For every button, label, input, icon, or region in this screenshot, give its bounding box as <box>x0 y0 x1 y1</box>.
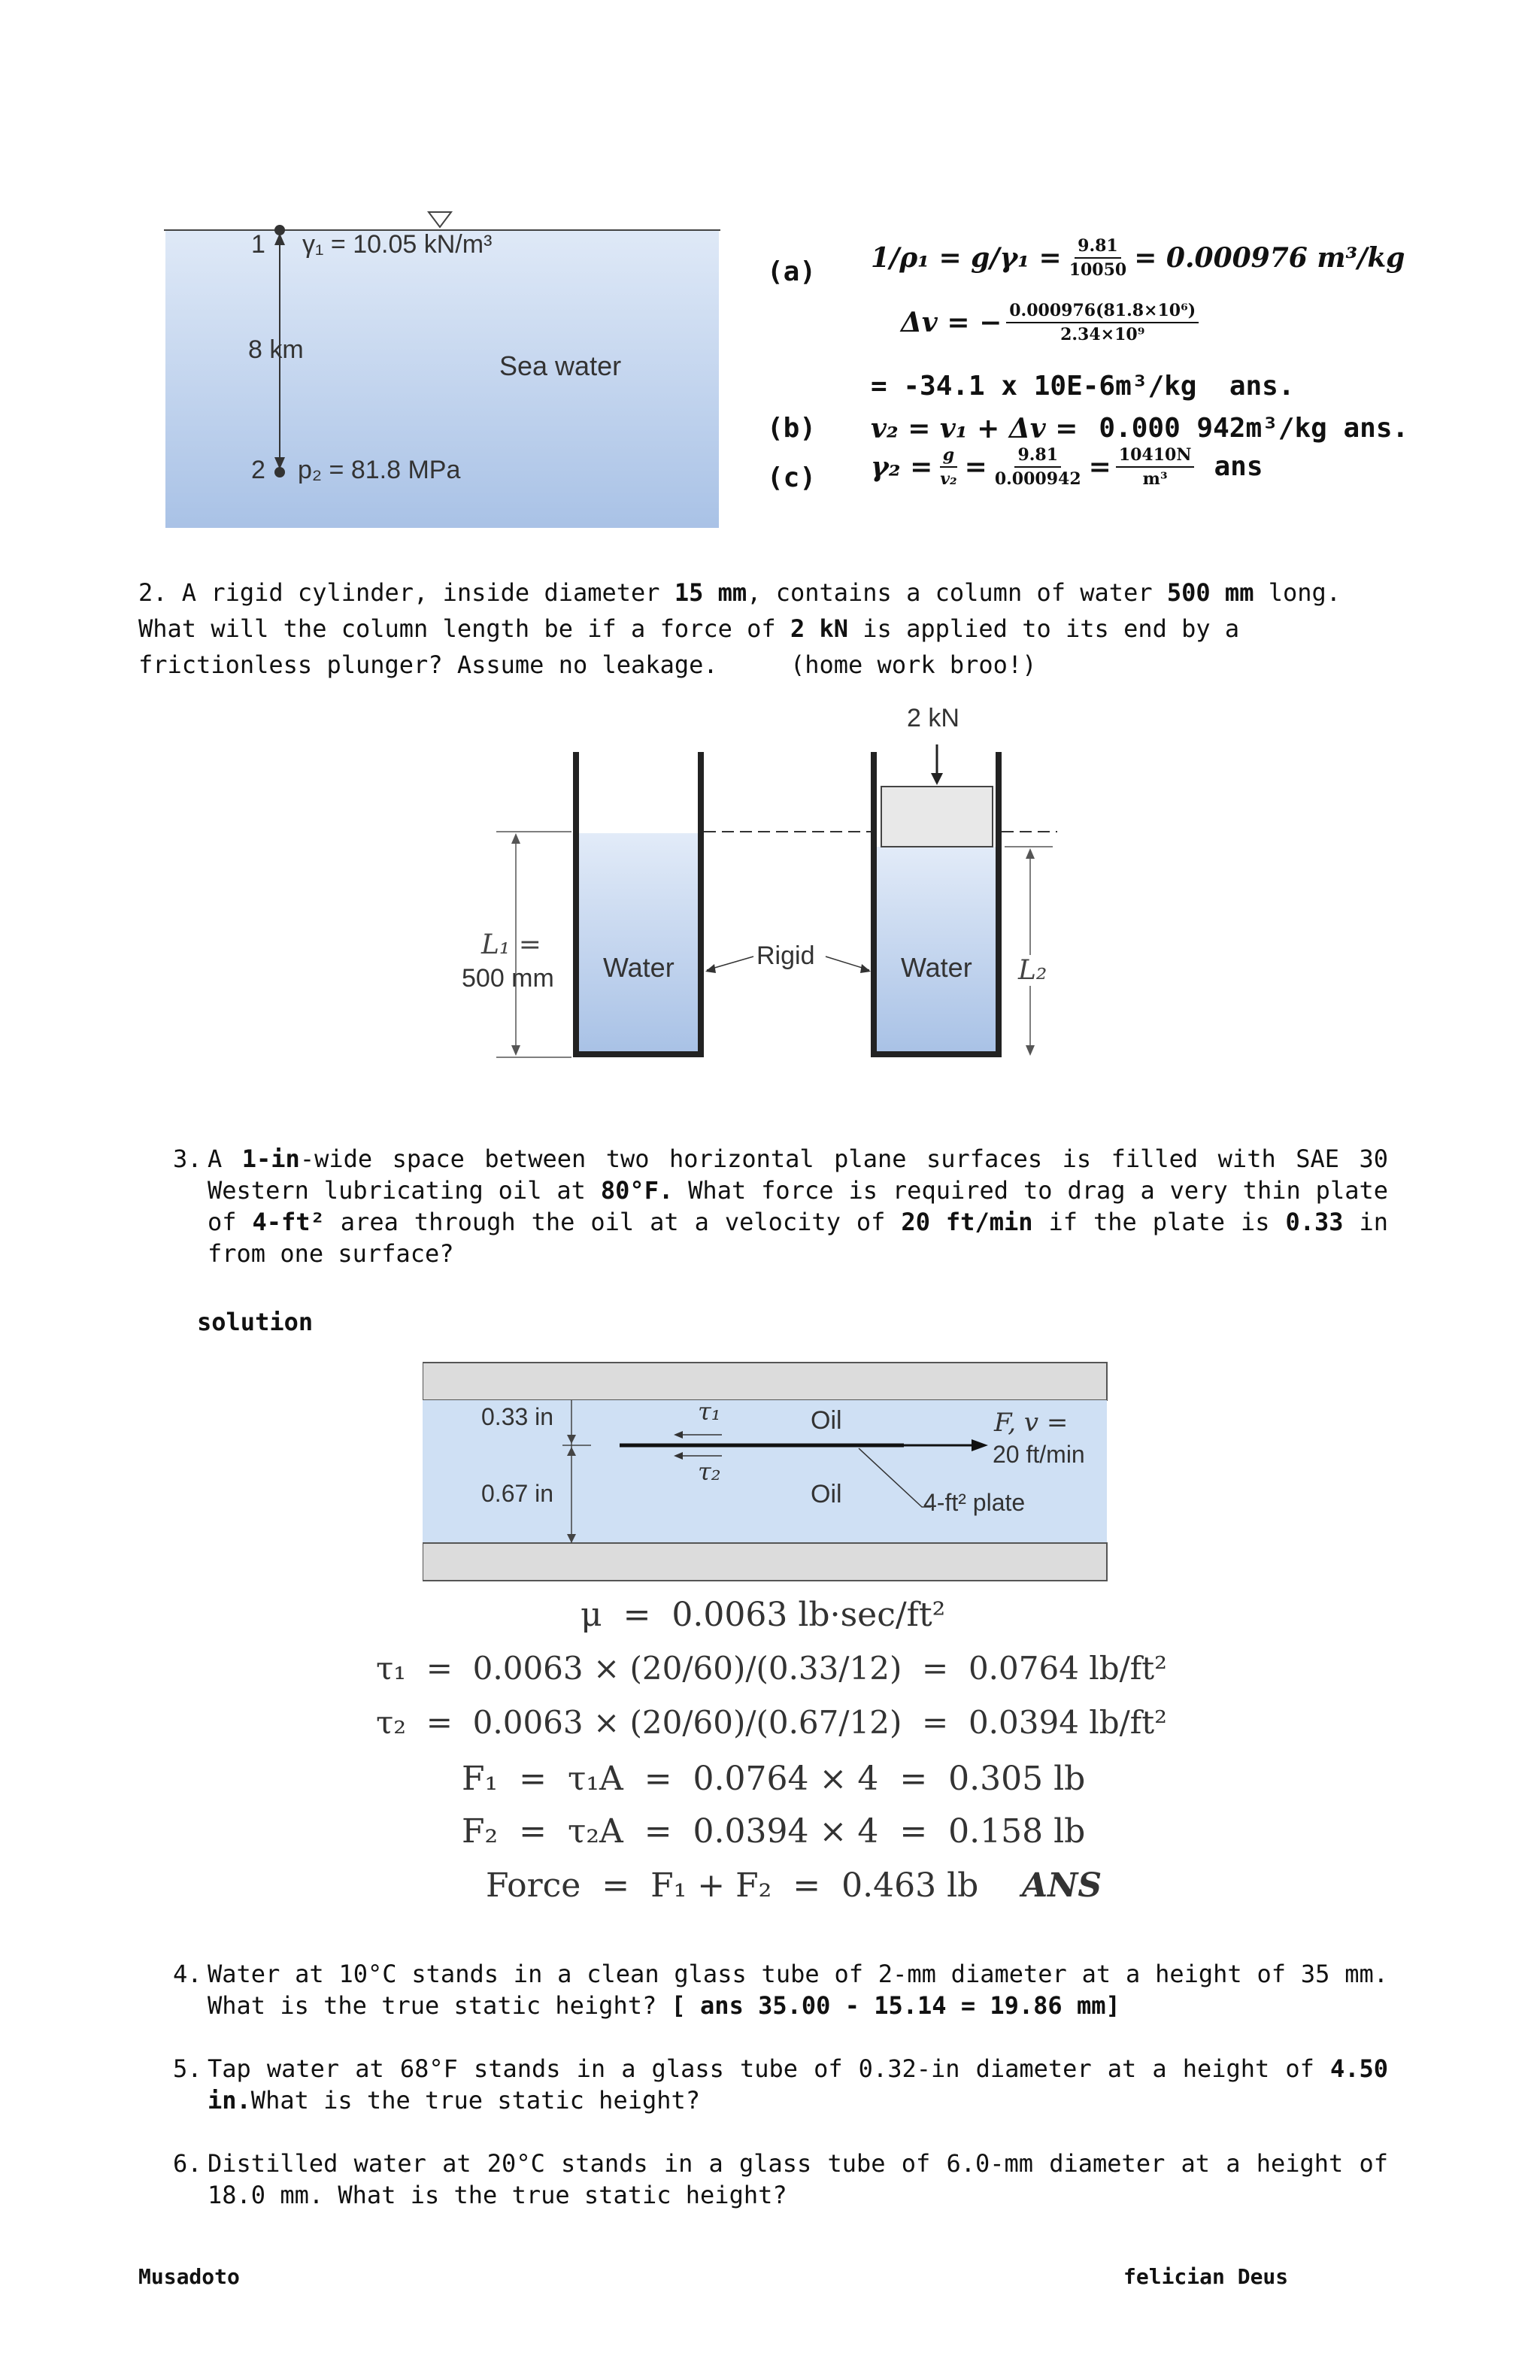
question-2-text-2: , contains a column of water <box>747 578 1167 607</box>
rigid-cylinders-diagram <box>451 699 1068 1113</box>
part-c-fraction-3-denominator: m³ <box>1142 469 1168 489</box>
part-b-label: (b) <box>767 413 817 444</box>
part-c-lhs: γ₂ = <box>871 451 933 483</box>
l2-arrowhead-up-icon <box>1026 848 1035 859</box>
question-6-text: Distilled water at 20°C stands in a glass tube of 6.0-mm diameter at a height of 18.0 mm. What is the true static height? <box>208 2149 1388 2209</box>
delta-v-numerator: 0.000976(81.8×10⁶) <box>1006 299 1199 323</box>
question-3-text-3: What force is required to drag a very thin plate of <box>208 1176 1389 1236</box>
right-water-label: Water <box>901 952 972 983</box>
question-4 <box>173 1958 1388 2021</box>
question-3-temperature: 80°F. <box>600 1176 674 1205</box>
delta-v-denominator: 2.34×10⁹ <box>1060 325 1145 344</box>
question-2-text-1: 2. A rigid cylinder, inside diameter <box>138 578 675 607</box>
gap-lower-label: 0.67 in <box>481 1480 554 1507</box>
part-c-fraction-2 <box>992 444 1084 490</box>
left-water-label: Water <box>603 952 675 983</box>
question-3-text-4: area through the oil at a velocity of <box>324 1208 902 1236</box>
part-c-equals-2: = <box>1088 451 1111 483</box>
left-cylinder-wall-right <box>698 752 704 1057</box>
part-c-equals-1: = <box>964 451 987 483</box>
rigid-leader-right-arrowhead-icon <box>860 964 871 973</box>
point-2-label: 2 <box>251 456 265 484</box>
question-4-text: Water at 10°C stands in a clean glass tube of 2-mm diameter at a height of 35 mm. What is the true static height? <box>208 1960 1388 2020</box>
oil-plate-diagram <box>423 1360 1110 1582</box>
left-cylinder-wall-left <box>573 752 579 1057</box>
question-5-text-1: Tap water at 68°F stands in a glass tube of 0.32-in diameter at a height of <box>208 2054 1330 2083</box>
footer-right: felician Deus <box>1123 2264 1289 2289</box>
plate-area-label: 4-ft² plate <box>923 1489 1026 1516</box>
right-cylinder-wall-right <box>996 752 1002 1057</box>
force-arrowhead-icon <box>931 773 943 785</box>
rigid-label: Rigid <box>756 941 815 970</box>
gap-upper-label: 0.33 in <box>481 1403 554 1430</box>
delta-v-result: = -34.1 x 10E-6m³/kg ans. <box>871 371 1295 402</box>
l1-arrowhead-up-icon <box>511 833 520 844</box>
oil-lower-label: Oil <box>811 1480 842 1508</box>
question-3-width: 1-in <box>241 1145 300 1173</box>
point-1-label: 1 <box>251 230 265 259</box>
question-3-number: 3. <box>173 1145 202 1173</box>
part-c-equation <box>871 444 1263 490</box>
figure-sea-water <box>164 203 720 528</box>
l1-value: 500 mm <box>462 964 554 993</box>
part-c-fraction-1-numerator: g <box>940 444 957 468</box>
total-force-equation <box>486 1866 1102 1905</box>
l1-arrowhead-down-icon <box>511 1045 520 1056</box>
upper-plane-surface <box>423 1363 1107 1400</box>
delta-v-lhs: Δv = − <box>901 307 1002 338</box>
depth-label: 8 km <box>248 335 304 364</box>
question-2-text-3: long. What will the column length be if a force of <box>138 578 1356 643</box>
footer-left: Musadoto <box>138 2264 240 2289</box>
part-a-lhs: 1/ρ₁ = g/γ₁ = <box>871 242 1062 274</box>
right-cylinder-bottom <box>871 1051 1002 1057</box>
part-b-result: 0.000 942m³/kg ans. <box>1099 413 1409 444</box>
question-3-gap: 0.33 <box>1285 1208 1344 1236</box>
l2-arrowhead-down-icon <box>1026 1045 1035 1056</box>
part-c-fraction-3 <box>1116 444 1195 490</box>
tau-2-equation: τ₂ = 0.0063 × (20/60)/(0.67/12) = 0.0394 lb/ft² <box>376 1704 1167 1741</box>
force-label: 2 kN <box>907 704 959 732</box>
question-4-answer: [ ans 35.00 - 15.14 = 19.86 mm] <box>671 1991 1120 2020</box>
figure-rigid-cylinders <box>451 699 1068 1113</box>
part-c-label: (c) <box>767 462 817 493</box>
part-a-denominator: 10050 <box>1069 260 1127 280</box>
part-a-fraction <box>1066 235 1130 281</box>
left-water-column <box>579 833 698 1051</box>
f1-equation: F₁ = τ₁A = 0.0764 × 4 = 0.305 lb <box>462 1760 1086 1798</box>
question-3-text-1: A <box>208 1145 242 1173</box>
question-5-height: 4.50 in. <box>208 2054 1388 2115</box>
mu-equation: μ = 0.0063 lb·sec/ft² <box>581 1596 946 1634</box>
l1-label: L₁ = <box>481 929 541 960</box>
plunger <box>881 787 993 847</box>
question-6-number: 6. <box>173 2149 202 2178</box>
left-cylinder-bottom <box>573 1051 704 1057</box>
pressure-2-label: p₂ = 81.8 MPa <box>298 456 461 484</box>
part-c-fraction-1 <box>937 444 959 490</box>
question-2-length: 500 mm <box>1166 578 1254 607</box>
question-2-text-4: is applied to its end by a frictionless plunger? Assume no leakage. (home work broo!) <box>138 614 1254 679</box>
total-force-text: Force = F₁ + F₂ = 0.463 lb <box>486 1866 979 1905</box>
force-velocity-label: F, v = <box>994 1408 1069 1438</box>
tau-1-label: τ₁ <box>698 1397 721 1426</box>
part-b-lhs: v₂ = v₁ + Δv = <box>871 413 1078 444</box>
part-c-fraction-2-denominator: 0.000942 <box>994 469 1081 489</box>
right-cylinder-wall-left <box>871 752 877 1057</box>
part-c-ans: ans <box>1214 451 1263 482</box>
question-3-text-6: in from one surface? <box>208 1208 1389 1268</box>
oil-upper-label: Oil <box>811 1406 842 1435</box>
question-2-diameter: 15 mm <box>674 578 747 607</box>
question-6 <box>173 2148 1388 2211</box>
question-5-text-2: What is the true static height? <box>250 2086 701 2115</box>
answer-label: ANS <box>1021 1866 1102 1905</box>
question-4-number: 4. <box>173 1960 202 1988</box>
question-3-text-5: if the plate is <box>1032 1208 1286 1236</box>
part-a-result: = 0.000976 m³/kg <box>1134 242 1405 274</box>
part-c-fraction-3-numerator: 10410N <box>1116 444 1195 468</box>
part-c-fraction-2-numerator: 9.81 <box>1014 444 1061 468</box>
tau-1-equation: τ₁ = 0.0063 × (20/60)/(0.33/12) = 0.0764 lb/ft² <box>376 1650 1167 1687</box>
question-3-velocity: 20 ft/min <box>901 1208 1033 1236</box>
part-c-fraction-1-denominator: v₂ <box>940 469 957 489</box>
tau-2-label: τ₂ <box>698 1457 721 1486</box>
part-a-equation <box>871 235 1405 281</box>
lower-plane-surface <box>423 1543 1107 1581</box>
question-2-force: 2 kN <box>790 614 849 643</box>
question-3 <box>173 1143 1388 1269</box>
right-water-column <box>877 847 996 1051</box>
free-surface-triangle-icon <box>429 212 451 227</box>
gamma-1-label: γ₁ = 10.05 kN/m³ <box>302 230 493 259</box>
rigid-leader-left-arrowhead-icon <box>705 964 716 973</box>
delta-v-fraction <box>1006 299 1199 346</box>
sea-water-label: Sea water <box>499 350 622 381</box>
l2-label: L₂ <box>1018 955 1047 986</box>
solution-label: solution <box>197 1308 314 1336</box>
question-5 <box>173 2053 1388 2116</box>
question-3-text-2: -wide space between two horizontal plane surfaces is filled with SAE 30 Western lubricating oil at <box>208 1145 1389 1205</box>
f2-equation: F₂ = τ₂A = 0.0394 × 4 = 0.158 lb <box>462 1812 1086 1851</box>
part-a-label: (a) <box>767 256 817 287</box>
part-a-numerator: 9.81 <box>1075 235 1121 259</box>
delta-v-equation <box>901 299 1203 346</box>
question-3-area: 4-ft² <box>252 1208 325 1236</box>
figure-oil-plate <box>423 1360 1110 1582</box>
velocity-value-label: 20 ft/min <box>993 1441 1085 1468</box>
part-b-equation <box>871 411 1408 447</box>
question-5-number: 5. <box>173 2054 202 2083</box>
question-2 <box>138 575 1402 683</box>
